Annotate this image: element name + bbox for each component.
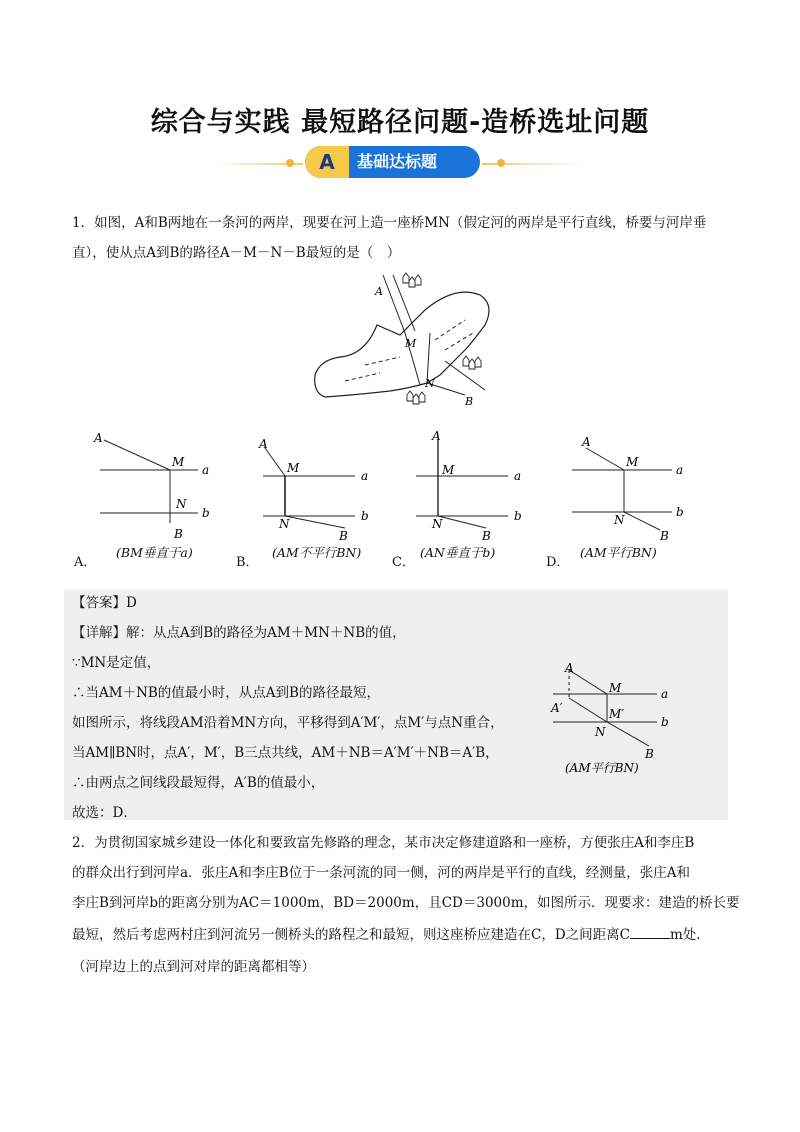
label-n: N xyxy=(279,517,290,531)
decor-dot-left xyxy=(286,159,294,167)
label-line-a: a xyxy=(361,469,369,483)
map-label-b: B xyxy=(465,395,474,408)
label-line-a: a xyxy=(661,687,669,701)
label-line-a: a xyxy=(676,463,684,477)
label-m: M xyxy=(609,681,622,695)
solution-figure-caption: (AM平行BN) xyxy=(565,761,639,775)
label-line-a: a xyxy=(514,469,522,483)
label-b: B xyxy=(339,529,348,543)
solution-line-3: ∴当AM＋NB的值最小时，从点A到B的路径最短， xyxy=(72,685,380,701)
label-m-prime: M′ xyxy=(609,707,625,721)
option-d-figure xyxy=(564,428,694,548)
solution-line-4: 如图所示，将线段AM沿着MN方向，平移得到A′M′，点M′与点N重合， xyxy=(72,715,504,731)
option-b-caption: (AM不平行BN) xyxy=(272,545,362,560)
label-m: M xyxy=(172,455,185,469)
label-b: B xyxy=(482,529,491,543)
q1-line1: 1．如图，A和B两地在一条河的两岸，现要在河上造一座桥MN（假定河的两岸是平行直线，桥要与河岸垂 xyxy=(72,215,707,231)
label-line-a: a xyxy=(202,463,210,477)
option-c-figure xyxy=(408,428,538,548)
label-a: A xyxy=(94,431,103,445)
q2-line3: 李庄B到河岸b的距离分别为AC＝1000m，BD＝2000m，且CD＝3000m，如图所示．现要求：建造的桥长要 xyxy=(72,895,740,911)
badge-letter: A xyxy=(305,146,349,178)
option-c-letter[interactable]: C． xyxy=(392,555,415,570)
map-label-n: N xyxy=(425,377,435,390)
label-b: B xyxy=(174,527,183,541)
label-line-b: b xyxy=(676,505,684,519)
answer-blank[interactable] xyxy=(630,924,670,939)
label-a-prime: A′ xyxy=(551,701,563,715)
q2-line2: 的群众出行到河岸a．张庄A和李庄B位于一条河流的同一侧，河的两岸是平行的直线，经测量，张庄A和 xyxy=(72,865,690,881)
label-line-b: b xyxy=(514,509,522,523)
label-a: A xyxy=(565,661,574,675)
page-title: 综合与实践 最短路径问题-造桥选址问题 xyxy=(150,107,650,138)
label-m: M xyxy=(442,463,455,477)
answer-line: 【答案】D xyxy=(72,595,137,611)
q2-line1: 2．为贯彻国家城乡建设一体化和要致富先修路的理念，某市决定修建道路和一座桥，方便张庄A和李庄B xyxy=(72,835,695,851)
label-n: N xyxy=(614,513,625,527)
option-b-figure xyxy=(255,428,385,548)
label-a: A xyxy=(582,435,591,449)
q2-line5: （河岸边上的点到河对岸的距离都相等） xyxy=(72,959,315,975)
q2-line4 xyxy=(72,924,710,946)
q2-line4-post: m处． xyxy=(669,927,710,943)
solution-line-1: 【详解】解：从点A到B的路径为AM＋MN＋NB的值， xyxy=(72,625,406,641)
label-line-b: b xyxy=(361,509,369,523)
q2-line4-pre: 最短，然后考虑两村庄到河流另一侧桥头的路程之和最短，则这座桥应建造在C，D之间距离C xyxy=(72,927,630,943)
label-b: B xyxy=(660,529,669,543)
label-m: M xyxy=(287,461,300,475)
label-n: N xyxy=(432,517,443,531)
badge-text: 基础达标题 xyxy=(357,152,438,171)
label-a: A xyxy=(259,437,268,451)
solution-line-6: ∴由两点之间线段最短得，A′B的值最小， xyxy=(72,775,325,791)
solution-line-5: 当AM∥BN时，点A′，M′，B三点共线，AM＋NB＝A′M′＋NB＝A′B， xyxy=(72,745,499,761)
option-d-caption: (AM平行BN) xyxy=(580,545,657,560)
decor-dot-right xyxy=(497,159,505,167)
option-a-letter[interactable]: A． xyxy=(74,555,97,570)
river-map-figure xyxy=(305,265,515,415)
map-label-m: M xyxy=(405,337,417,350)
option-a-figure xyxy=(90,428,220,548)
label-line-b: b xyxy=(202,506,210,520)
label-n: N xyxy=(595,725,606,739)
option-d-letter[interactable]: D． xyxy=(546,555,570,570)
solution-figure xyxy=(545,660,695,775)
label-n: N xyxy=(176,497,187,511)
map-label-a: A xyxy=(375,285,383,298)
option-c-caption: (AN垂直于b) xyxy=(420,545,496,560)
option-b-letter[interactable]: B． xyxy=(236,555,259,570)
label-m: M xyxy=(626,455,639,469)
label-line-b: b xyxy=(661,715,669,729)
solution-line-2: ∵MN是定值， xyxy=(72,655,161,671)
label-b: B xyxy=(645,747,654,761)
label-a: A xyxy=(432,429,441,443)
solution-line-7: 故选：D． xyxy=(72,805,137,821)
option-a-caption: (BM垂直于a) xyxy=(116,545,193,560)
q1-line2: 直），使从点A到B的路径A－M－N－B最短的是（ ） xyxy=(72,245,401,261)
section-badge xyxy=(305,146,480,178)
